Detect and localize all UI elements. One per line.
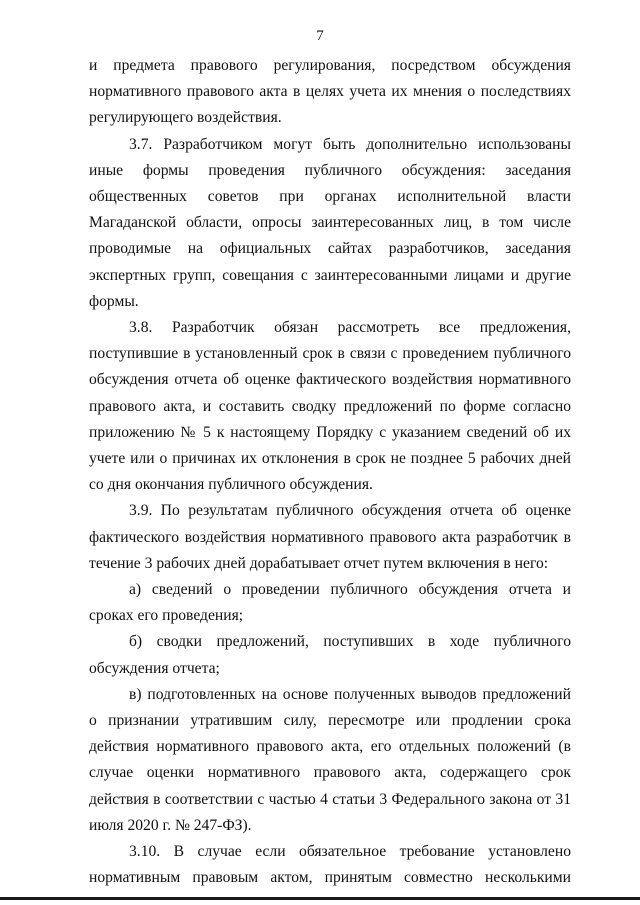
page-number: 7 [316, 28, 324, 44]
text-line: советов при органах исполнительной власти Магаданской области, [89, 188, 572, 232]
text-line: фактического воздействия нормативного правового акта разработчик [89, 528, 558, 546]
page-bottom-border [0, 897, 640, 900]
text-line: дней со дня окончания публичного обсуждения. [89, 450, 571, 494]
paragraph-3-8 [89, 315, 571, 498]
list-item-b [89, 629, 571, 681]
text-line: 3.8. Разработчик обязан рассмотреть все предложения, [129, 319, 571, 337]
text-line: 3.10. В случае если обязательное требование установлено [129, 843, 571, 861]
text-line: с заинтересованными лицами и другие формы. [89, 266, 571, 310]
paragraph-3-9 [89, 498, 571, 577]
text-line: в течение 3 рабочих дней дорабатывает отчет путем включения в него: [89, 528, 571, 572]
text-line: с частью 4 статьи 3 Федерального закона от 31 июля 2020 г. № 247-ФЗ). [89, 790, 571, 834]
text-line: формы проведения публичного обсуждения: заседания общественных [89, 161, 571, 206]
text-line: сайтах разработчиков, заседания экспертных групп, совещания [89, 240, 571, 284]
paragraph-3-7 [89, 132, 571, 315]
text-line: б) сводки предложений, поступивших в ходе публичного [129, 633, 571, 651]
text-line: 3.9. По результатам публичного обсуждения отчета об оценке [129, 502, 571, 520]
text-line: правового акта, и составить сводку предложений по форме согласно [89, 397, 571, 415]
text-line: нормативным правовым актом, принятым совместно несколькими [89, 869, 571, 887]
text-line: нормативного правового акта, его отдельных положений (в случае оценки [89, 738, 571, 782]
list-item-a [89, 577, 571, 629]
paragraph-3-10 [89, 839, 571, 891]
text-line: об их учете или о причинах их отклонения в срок не позднее 5 рабочих [89, 423, 571, 468]
text-line: о признании утратившим силу, пересмотре или продлении срока действия [89, 712, 571, 756]
text-line: нормативного правового акта, содержащего срок действия в соответствии [89, 764, 572, 808]
list-item-v [89, 682, 571, 839]
text-line: опросы заинтересованных лиц, в том числе проводимые на официальных [89, 214, 571, 258]
text-line: 3.7. Разработчиком могут быть дополнительно использованы иные [89, 135, 571, 179]
text-line: в) подготовленных на основе полученных выводов предложений [129, 685, 571, 703]
text-line: поступившие в установленный срок в связи с проведением публичного [89, 345, 571, 363]
paragraph-continuation [89, 53, 571, 132]
text-line: обсуждения отчета об оценке фактического воздействия нормативного [89, 371, 571, 389]
document-body [89, 53, 571, 892]
text-line: приложению № 5 к настоящему Порядку с указанием сведений [89, 423, 528, 441]
text-line: регулирующего воздействия. [89, 109, 282, 127]
text-line: нормативного правового акта в целях учета их мнения о последствиях [89, 83, 571, 101]
text-line: обсуждения отчета; [89, 659, 220, 677]
text-line: и предмета правового регулирования, посредством обсуждения [89, 57, 571, 74]
text-line: его проведения; [137, 607, 244, 625]
text-line: а) сведений о проведении публичного обсуждения отчета и сроках [89, 581, 571, 625]
